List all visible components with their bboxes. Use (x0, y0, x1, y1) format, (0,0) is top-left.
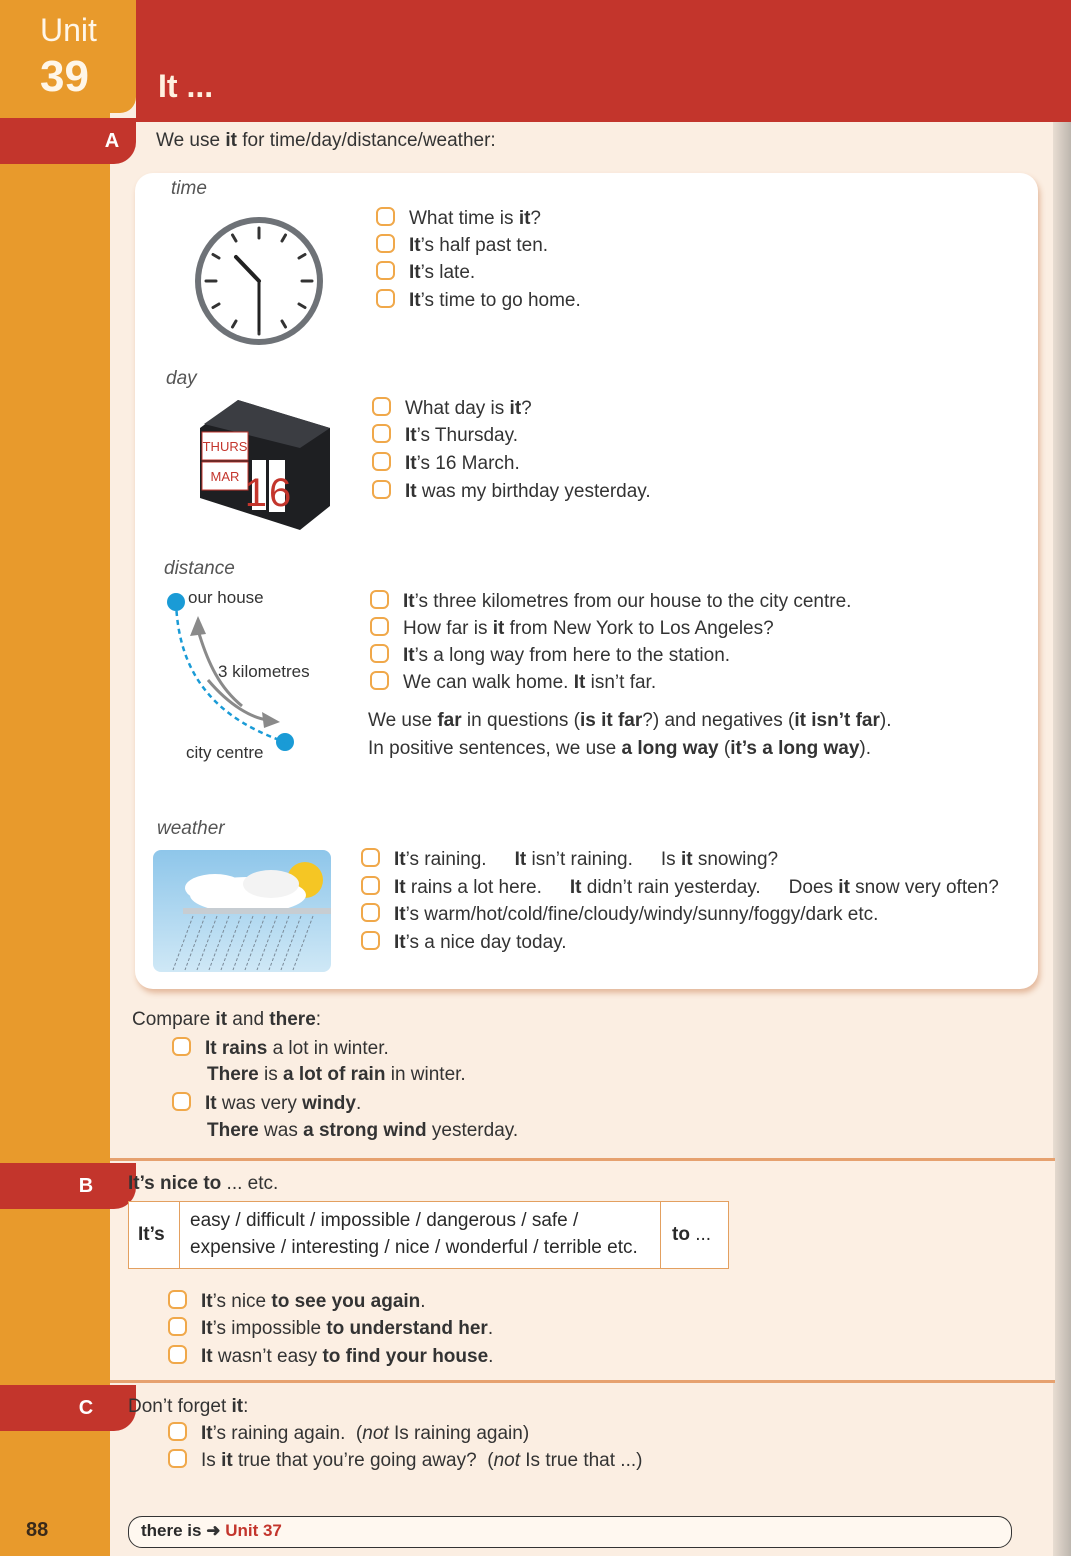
page-title: It ... (158, 68, 214, 104)
section-c-example-2: Is it true that you’re going away? (not Is true that ...) (168, 1449, 642, 1472)
cross-reference-link[interactable]: there is ➜ Unit 37 (141, 1521, 282, 1540)
bullet-icon (376, 234, 395, 253)
distance-note-1: We use far in questions (is it far?) and negatives (it isn’t far). (368, 710, 892, 731)
section-divider-b (110, 1158, 1055, 1161)
title-bar (136, 0, 1071, 122)
example-time-2: It’s half past ten. (376, 234, 548, 257)
section-letter-c: C (78, 1397, 94, 1419)
map-end-label: city centre (186, 743, 264, 762)
bullet-icon (168, 1317, 187, 1336)
bullet-icon (372, 397, 391, 416)
example-distance-4: We can walk home. It isn’t far. (370, 671, 656, 694)
table-adjectives-line1: easy / difficult / impossible / dangerous / safe / (190, 1210, 579, 1231)
bullet-icon (172, 1037, 191, 1056)
compare-example-1b: There is a lot of rain in winter. (207, 1064, 466, 1085)
clock-icon (192, 214, 326, 348)
example-day-1: What day is it? (372, 397, 532, 420)
bullet-icon (168, 1422, 187, 1441)
compare-intro: Compare it and there: (132, 1009, 322, 1030)
example-time-1: What time is it? (376, 207, 541, 230)
map-distance-label: 3 kilometres (218, 662, 310, 681)
unit-number: 39 (40, 52, 89, 101)
bullet-icon (376, 261, 395, 280)
section-letter-b: B (78, 1175, 94, 1197)
example-distance-2: How far is it from New York to Los Angeles? (370, 617, 774, 640)
rain-cloud-icon (153, 850, 331, 972)
example-weather-3: It’s warm/hot/cold/fine/cloudy/windy/sunny/foggy/dark etc. (361, 903, 878, 926)
category-distance: distance (164, 558, 235, 579)
bullet-icon (361, 848, 380, 867)
section-a-intro: We use it for time/day/distance/weather: (156, 130, 496, 151)
compare-example-2b: There was a strong wind yesterday. (207, 1120, 519, 1141)
compare-example-1a: It rains a lot in winter. (172, 1037, 389, 1060)
bullet-icon (168, 1449, 187, 1468)
calendar-month-text: MAR (210, 469, 240, 484)
bullet-icon (172, 1092, 191, 1111)
page-edge-shadow (1053, 120, 1071, 1556)
table-subject-text: It’s (138, 1224, 165, 1245)
example-day-2: It’s Thursday. (372, 424, 518, 447)
compare-example-2a: It was very windy. (172, 1092, 361, 1115)
section-c-intro: Don’t forget it: (128, 1396, 249, 1417)
bullet-icon (361, 931, 380, 950)
category-weather: weather (157, 818, 225, 839)
bullet-icon (370, 617, 389, 636)
bullet-icon (376, 207, 395, 226)
example-distance-3: It’s a long way from here to the station. (370, 644, 730, 667)
adjective-table (128, 1201, 729, 1269)
section-tab-c (0, 1385, 136, 1431)
left-margin-column (0, 113, 110, 1556)
category-time: time (171, 178, 207, 199)
cross-reference-box[interactable] (128, 1516, 1012, 1548)
distance-note-2: In positive sentences, we use a long way (it’s a long way). (368, 738, 872, 759)
bullet-icon (372, 424, 391, 443)
bullet-icon (372, 480, 391, 499)
table-infinitive-text: to ... (672, 1224, 712, 1245)
table-col-infinitive (660, 1202, 727, 1268)
page-number: 88 (26, 1519, 49, 1541)
table-col-subject (129, 1202, 180, 1268)
section-c-example-1: It’s raining again. (not Is raining again) (168, 1422, 529, 1445)
calendar-day-text: THURS (202, 439, 248, 454)
bullet-icon (168, 1290, 187, 1309)
section-b-heading: It’s nice to ... etc. (128, 1173, 279, 1194)
example-day-3: It’s 16 March. (372, 452, 520, 475)
bullet-icon (168, 1345, 187, 1364)
bullet-icon (361, 903, 380, 922)
calendar-icon (190, 398, 334, 532)
bullet-icon (376, 289, 395, 308)
example-weather-2: It rains a lot here. It didn’t rain yesterday. Does it snow very often? (361, 876, 999, 899)
section-b-example-3: It wasn’t easy to find your house. (168, 1345, 493, 1368)
section-letter-a: A (104, 130, 120, 152)
bullet-icon (372, 452, 391, 471)
section-divider-c (110, 1380, 1055, 1383)
table-adjectives-line2: expensive / interesting / nice / wonderful / terrible etc. (190, 1237, 638, 1258)
section-b-example-1: It’s nice to see you again. (168, 1290, 426, 1313)
example-day-4: It was my birthday yesterday. (372, 480, 651, 503)
map-start-label: our house (188, 588, 264, 607)
example-weather-1: It’s raining. It isn’t raining. Is it snowing? (361, 848, 778, 871)
example-time-3: It’s late. (376, 261, 475, 284)
bullet-icon (361, 876, 380, 895)
example-distance-1: It’s three kilometres from our house to the city centre. (370, 590, 851, 613)
section-tab-b (0, 1163, 136, 1209)
bullet-icon (370, 671, 389, 690)
calendar-date-text: 16 (244, 471, 294, 515)
arrow-right-icon: ➜ (206, 1521, 221, 1540)
example-weather-4: It’s a nice day today. (361, 931, 567, 954)
example-time-4: It’s time to go home. (376, 289, 581, 312)
category-day: day (166, 368, 197, 389)
bullet-icon (370, 644, 389, 663)
unit-label: Unit (40, 12, 97, 48)
bullet-icon (370, 590, 389, 609)
section-b-example-2: It’s impossible to understand her. (168, 1317, 493, 1340)
